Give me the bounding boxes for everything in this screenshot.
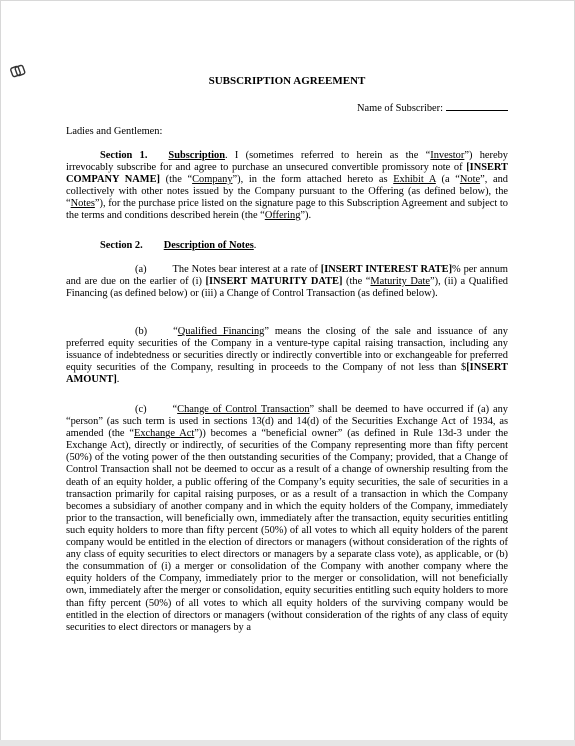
subscriber-label: Name of Subscriber: — [357, 103, 443, 114]
interest-rate-placeholder: [INSERT INTEREST RATE] — [320, 264, 453, 275]
term-company: Company — [192, 174, 233, 186]
amount-placeholder: [INSERT AMOUNT] — [66, 362, 508, 386]
section-2-heading-line: Section 2. Description of Notes. — [100, 240, 257, 251]
section-1-number: Section 1. — [100, 150, 148, 161]
paragraph-b: (b) “Qualified Financing” means the closing of the sale and issuance of any preferred equity securities of the Company in a venture-type capital raising transaction, including any issuance of indebtedness or securities directly or indirectly convertible into or exchangeable for preferred equity securities of the Company, resulting in proceeds to the Company of not less than $[INSERT AMOUNT]. — [66, 326, 508, 386]
term-maturity-date: Maturity Date — [370, 276, 430, 288]
term-investor: Investor — [430, 150, 465, 161]
section-2-number: Section 2. — [100, 240, 143, 251]
paragraph-b-label: (b) — [135, 326, 148, 337]
subscriber-line — [357, 101, 508, 115]
document-logo-icon — [10, 64, 26, 78]
paragraph-c: (c) “Change of Control Transaction” shall be deemed to have occurred if (a) any “person” (as such term is used in sections 13(d) and 14(d) of the Securities Exchange Act of 1934, as amended (the “Exchange Act”)) becomes a “beneficial owner” (as defined in Rule 13d-3 under the Exchange Act), directly or indirectly, of securities of the Company representing more than fifty percent (50%) of the voting power of the then outstanding securities of the Company; provided, that a Change of Control Transaction shall not be deemed to occur as a result of a change of ownership resulting from the death of an equity holder, a public offering of the Company’s equity securities, the sale of securities in a transaction primarily for capital raising purposes, or as a result of a transaction in which the Company becomes a subsidiary of another company and in which the equity holders of the Company, immediately prior to the transaction, will beneficially own, immediately after the transaction, equity securities entitling such equity holders to more than fifty percent (50%) of all votes to which all equity holders of the parent company would be entitled in the election of directors or managers (without consideration of the rights of any class of equity securities to elect directors or managers by a separate class vote), as applicable, or (b) the consummation of (i) a merger or consolidation of the Company with another company where the equity holders of the Company, immediately prior to the merger or consolidation, will not beneficially own, immediately after the merger or consolidation, equity securities entitling such equity holders to more than fifty percent (50%) of all votes to which all equity holders of the surviving company would be entitled in the election of directors or managers (without consideration of the rights of any class of equity securities to elect directors or managers by a — [66, 404, 508, 633]
document-title: SUBSCRIPTION AGREEMENT — [208, 75, 366, 87]
section-1-heading: Subscription — [168, 150, 226, 161]
paragraph-a-label: (a) — [135, 264, 147, 275]
term-note: Note — [459, 174, 481, 186]
paragraph-a: (a) The Notes bear interest at a rate of [INSERT INTEREST RATE]% per annum and are due on the earlier of (i) [INSERT MATURITY DATE] (the “Maturity Date”), (ii) a Qualified Financing (as defined below) or (iii) a Change of Control Transaction (as defined below). — [66, 264, 509, 300]
paragraph-c-label: (c) — [135, 404, 147, 415]
section-2-heading: Description of Notes — [163, 240, 254, 251]
section-1-paragraph: Section 1. Subscription. I (sometimes referred to herein as the “Investor”) hereby irrevocably subscribe for and agree to purchase an unsecured convertible promissory note of [INSERT COMPANY NAME] (the “Company”), in the form attached hereto as Exhibit A (a “Note”, and collectively with other notes issued by the Company pursuant to the Offering (as defined below), the “Notes”), for the purchase price listed on the signature page to this Subscription Agreement and subject to the terms and conditions described herein (the “Offering”). — [66, 150, 508, 222]
term-notes: Notes — [70, 198, 95, 210]
page-bottom-edge — [0, 740, 575, 746]
company-name-placeholder: [INSERT COMPANY NAME] — [66, 162, 508, 186]
exhibit-a-reference: Exhibit A — [393, 174, 436, 186]
salutation: Ladies and Gentlemen: — [66, 126, 163, 137]
term-qualified-financing: Qualified Financing — [177, 326, 265, 337]
maturity-date-placeholder: [INSERT MATURITY DATE] — [205, 276, 343, 288]
subscriber-name-blank[interactable] — [446, 101, 508, 111]
term-exchange-act: Exchange Act — [134, 428, 195, 440]
term-change-of-control: Change of Control Transaction — [177, 404, 310, 415]
term-offering: Offering — [264, 210, 301, 222]
